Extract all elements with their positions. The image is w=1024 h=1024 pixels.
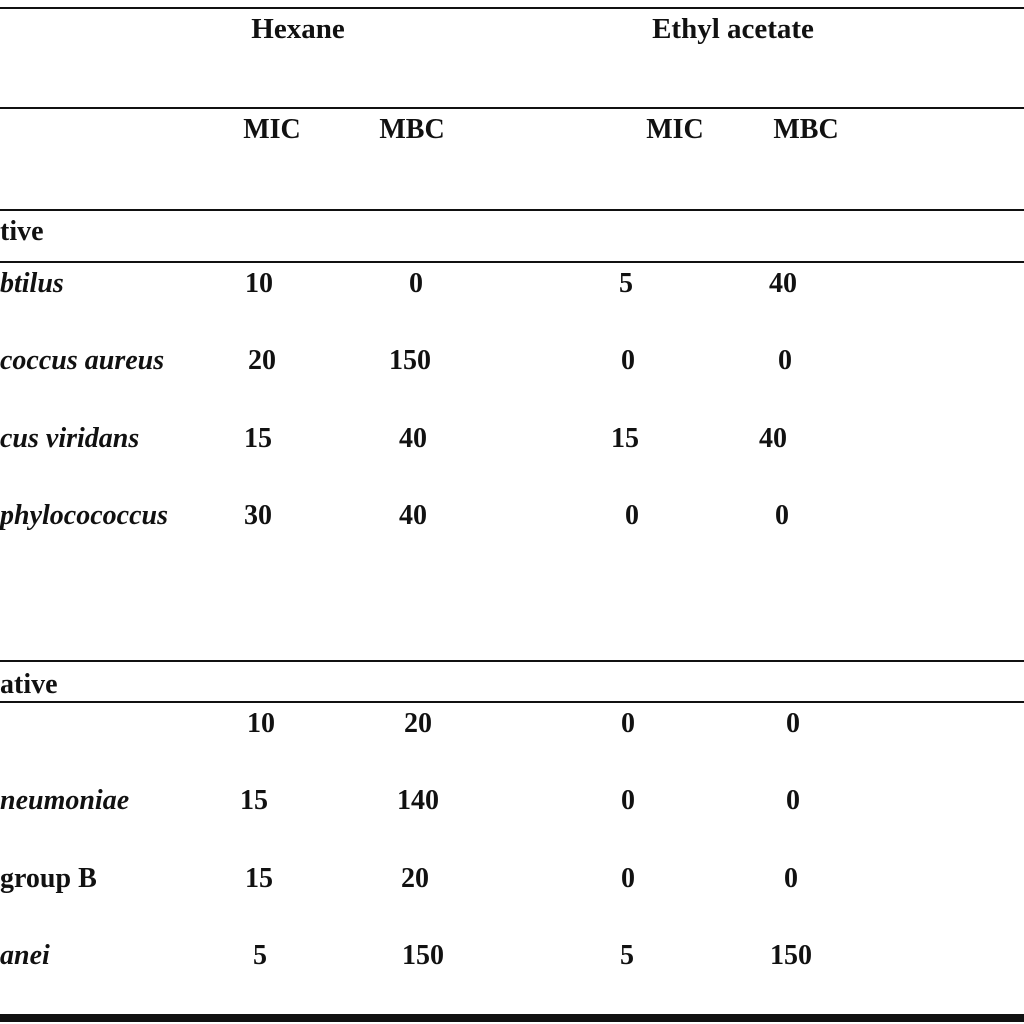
value-cell: 20 xyxy=(248,345,276,376)
value-cell: 30 xyxy=(244,500,272,531)
value-cell: 40 xyxy=(399,423,427,454)
value-cell: 40 xyxy=(759,423,787,454)
table-bottom-rule xyxy=(0,1014,1024,1022)
measure-header-hexane-mic: MIC xyxy=(243,114,301,145)
value-cell: 5 xyxy=(253,940,267,971)
value-cell: 140 xyxy=(397,785,439,816)
value-cell: 150 xyxy=(770,940,812,971)
value-cell: 0 xyxy=(786,708,800,739)
value-cell: 15 xyxy=(240,785,268,816)
value-cell: 10 xyxy=(245,268,273,299)
value-cell: 0 xyxy=(621,708,635,739)
value-cell: 10 xyxy=(247,708,275,739)
measure-header-hexane-mbc: MBC xyxy=(379,114,445,145)
value-cell: 0 xyxy=(409,268,423,299)
value-cell: 40 xyxy=(399,500,427,531)
value-cell: 0 xyxy=(621,345,635,376)
value-cell: 40 xyxy=(769,268,797,299)
header-divider-rule xyxy=(0,107,1024,109)
measure-header-ethyl-mbc: MBC xyxy=(773,114,839,145)
value-cell: 0 xyxy=(775,500,789,531)
organism-name: anei xyxy=(0,940,50,971)
value-cell: 15 xyxy=(244,423,272,454)
organism-name: group B xyxy=(0,863,97,894)
table-top-rule xyxy=(0,7,1024,9)
organism-name: btilus xyxy=(0,268,64,299)
value-cell: 20 xyxy=(404,708,432,739)
value-cell: 5 xyxy=(619,268,633,299)
value-cell: 0 xyxy=(778,345,792,376)
value-cell: 0 xyxy=(786,785,800,816)
measure-header-ethyl-mic: MIC xyxy=(646,114,704,145)
organism-name: cus viridans xyxy=(0,423,140,454)
group2-label-rule xyxy=(0,701,1024,703)
value-cell: 20 xyxy=(401,863,429,894)
value-cell: 15 xyxy=(245,863,273,894)
value-cell: 5 xyxy=(620,940,634,971)
value-cell: 15 xyxy=(611,423,639,454)
group2-top-rule xyxy=(0,660,1024,662)
organism-name: coccus aureus xyxy=(0,345,165,376)
value-cell: 0 xyxy=(625,500,639,531)
value-cell: 0 xyxy=(784,863,798,894)
solvent-header-ethyl-acetate: Ethyl acetate xyxy=(652,13,814,45)
value-cell: 0 xyxy=(621,785,635,816)
organism-name: neumoniae xyxy=(0,785,130,816)
value-cell: 150 xyxy=(402,940,444,971)
group-label-gram-negative: ative xyxy=(0,669,58,700)
value-cell: 150 xyxy=(389,345,431,376)
value-cell: 0 xyxy=(621,863,635,894)
group-label-gram-positive: tive xyxy=(0,216,44,247)
group1-label-rule xyxy=(0,261,1024,263)
header-bottom-rule xyxy=(0,209,1024,211)
solvent-header-hexane: Hexane xyxy=(251,13,345,45)
organism-name: phylocococcus xyxy=(0,500,168,531)
